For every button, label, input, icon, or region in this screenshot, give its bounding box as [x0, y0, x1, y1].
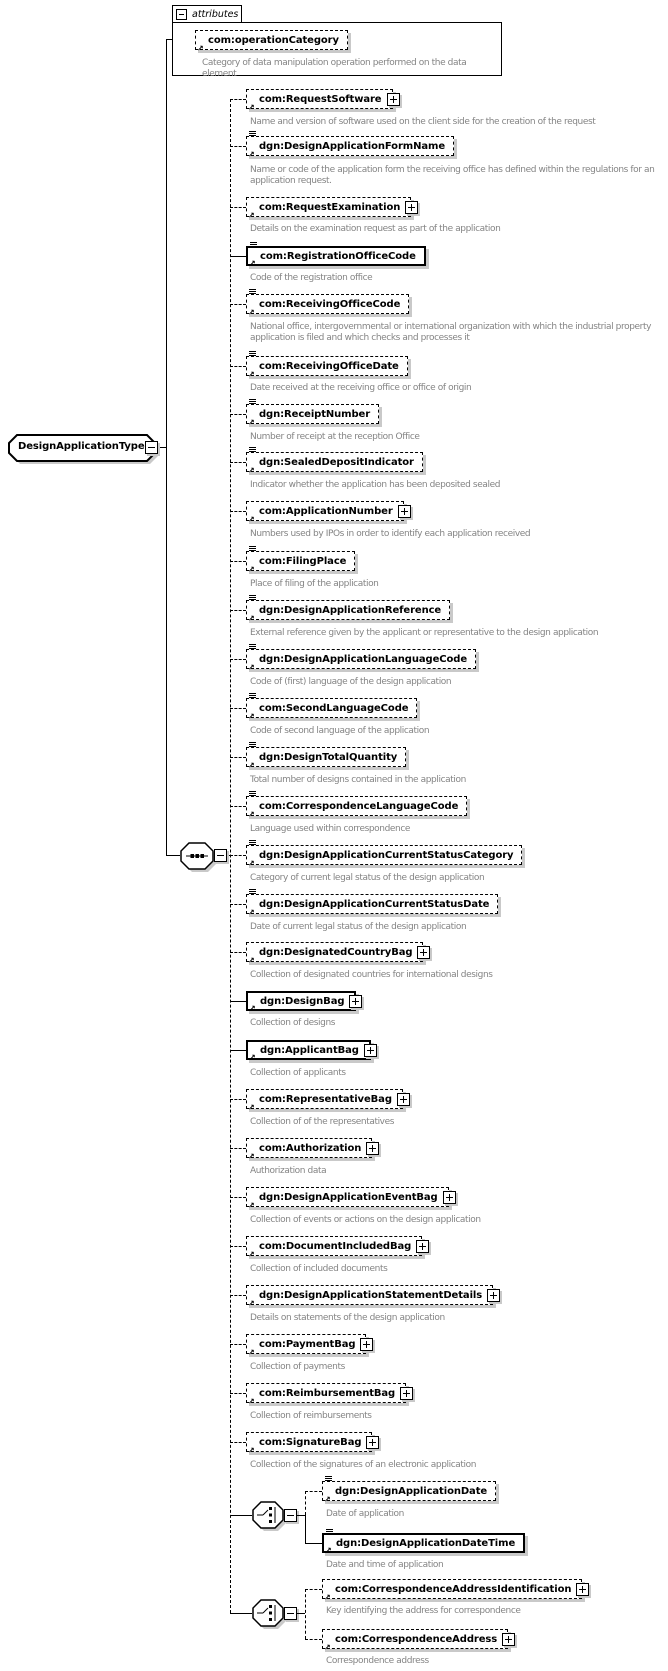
- text-content-icon: [249, 546, 256, 551]
- element-dgn-SealedDepositIndicator[interactable]: [246, 452, 423, 475]
- text-content-icon: [249, 889, 256, 894]
- element-reference-arrow-icon: ↗: [248, 1299, 255, 1308]
- element-reference-arrow-icon: ↗: [248, 1348, 255, 1357]
- connector: [230, 511, 246, 513]
- attributes-title: attributes: [192, 8, 239, 20]
- element-dgn-DesignBag[interactable]: [246, 991, 356, 1011]
- element-reference-arrow-icon: ↗: [249, 259, 256, 268]
- element-description: Number of receipt at the reception Office: [250, 432, 420, 442]
- element-label: com:CorrespondenceAddressIdentification: [335, 1583, 572, 1595]
- element-label: com:SignatureBag: [259, 1436, 362, 1448]
- text-content-icon: [249, 742, 256, 747]
- element-reference-arrow-icon: ↗: [248, 614, 255, 623]
- element-label: dgn:DesignApplicationEventBag: [259, 1191, 438, 1203]
- element-reference-arrow-icon: ↗: [248, 761, 255, 770]
- element-description: Collection of designs: [250, 1018, 336, 1028]
- element-reference-arrow-icon: ↗: [248, 908, 255, 917]
- element-dgn-ReceiptNumber[interactable]: [246, 404, 379, 427]
- collapse-button[interactable]: [176, 9, 187, 20]
- connector: [230, 610, 246, 612]
- connector-line: [297, 1613, 305, 1614]
- collapse-button[interactable]: [214, 849, 227, 862]
- element-description: Category of current legal status of the design application: [250, 873, 485, 883]
- element-description: Total number of designs contained in the application: [250, 775, 466, 785]
- element-description: Collection of the signatures of an electronic application: [250, 1460, 477, 1470]
- connector: [230, 806, 246, 808]
- element-dgn-DesignApplicationCurrentStatusCategory[interactable]: [246, 845, 522, 868]
- element-description: Code of the registration office: [250, 273, 373, 283]
- element-dgn-DesignApplicationStatementDetails[interactable]: [246, 1285, 493, 1308]
- connector: [305, 1589, 322, 1591]
- element-description: Collection of reimbursements: [250, 1411, 372, 1421]
- attribute-com-operationCategory[interactable]: [195, 30, 348, 53]
- element-label: dgn:DesignBag: [260, 995, 345, 1007]
- element-dgn-DesignatedCountryBag[interactable]: [246, 942, 423, 965]
- expand-button[interactable]: [366, 1142, 379, 1155]
- expand-button[interactable]: [417, 946, 430, 959]
- text-content-icon: [249, 399, 256, 404]
- element-com-CorrespondenceAddress[interactable]: [322, 1629, 508, 1652]
- element-description: Collection of events or actions on the design application: [250, 1215, 481, 1225]
- element-dgn-DesignTotalQuantity[interactable]: [246, 747, 406, 770]
- element-label: com:RepresentativeBag: [259, 1093, 392, 1105]
- element-description: Collection of of the representatives: [250, 1117, 395, 1127]
- element-com-DocumentIncludedBag[interactable]: [246, 1236, 422, 1259]
- expand-button[interactable]: [364, 1044, 377, 1057]
- element-label: com:ApplicationNumber: [259, 505, 393, 517]
- element-description: Date received at the receiving office or office of origin: [250, 383, 472, 393]
- element-reference-arrow-icon: ↗: [325, 1546, 332, 1555]
- element-reference-arrow-icon: ↗: [248, 565, 255, 574]
- connector: [230, 207, 246, 209]
- element-com-RequestExamination[interactable]: [246, 197, 411, 220]
- element-com-RepresentativeBag[interactable]: [246, 1089, 403, 1112]
- text-content-icon: [249, 693, 256, 698]
- connector: [230, 1295, 246, 1297]
- connector: [230, 1515, 252, 1517]
- text-content-icon: [326, 1529, 333, 1534]
- attribute-reference-arrow-icon: ↗: [197, 44, 204, 53]
- element-label: com:ReceivingOfficeDate: [259, 360, 399, 372]
- expand-button[interactable]: [349, 995, 362, 1008]
- element-label: dgn:ReceiptNumber: [259, 408, 371, 420]
- element-label: dgn:DesignApplicationCurrentStatusDate: [259, 898, 490, 910]
- element-dgn-DesignApplicationCurrentStatusDate[interactable]: [246, 894, 498, 917]
- element-label: dgn:DesignApplicationStatementDetails: [259, 1289, 483, 1301]
- element-reference-arrow-icon: ↗: [324, 1643, 331, 1652]
- attribute-label: com:operationCategory: [208, 34, 339, 46]
- connector: [230, 1393, 246, 1395]
- connector: [230, 1344, 246, 1346]
- expand-button[interactable]: [366, 1436, 379, 1449]
- element-label: com:FilingPlace: [259, 555, 347, 567]
- element-label: dgn:ApplicantBag: [260, 1044, 359, 1056]
- element-reference-arrow-icon: ↗: [248, 418, 255, 427]
- text-content-icon: [249, 289, 256, 294]
- text-content-icon: [249, 351, 256, 356]
- connector: [230, 414, 246, 416]
- element-label: dgn:DesignatedCountryBag: [259, 946, 413, 958]
- text-content-icon: [250, 242, 257, 247]
- element-reference-arrow-icon: ↗: [248, 308, 255, 317]
- element-description: External reference given by the applicant or representative to the design application: [250, 628, 599, 638]
- connector: [230, 99, 246, 101]
- collapse-button[interactable]: [284, 1607, 297, 1620]
- element-description: Authorization data: [250, 1166, 327, 1176]
- element-reference-arrow-icon: ↗: [248, 712, 255, 721]
- connector: [230, 561, 246, 563]
- element-reference-arrow-icon: ↗: [324, 1593, 331, 1602]
- element-label: com:RequestExamination: [259, 201, 401, 213]
- element-reference-arrow-icon: ↗: [248, 810, 255, 819]
- expand-button[interactable]: [387, 93, 400, 106]
- element-label: dgn:DesignApplicationReference: [259, 604, 442, 616]
- expand-button[interactable]: [397, 1093, 410, 1106]
- text-content-icon: [249, 791, 256, 796]
- connector: [230, 1001, 246, 1003]
- expand-button[interactable]: [360, 1338, 373, 1351]
- text-content-icon: [249, 644, 256, 649]
- element-description: Numbers used by IPOs in order to identify each application received: [250, 529, 531, 539]
- element-label: dgn:DesignApplicationFormName: [259, 140, 446, 152]
- element-label: com:DocumentIncludedBag: [259, 1240, 412, 1252]
- element-description: Collection of payments: [250, 1362, 345, 1372]
- expand-button[interactable]: [400, 1387, 413, 1400]
- element-com-SecondLanguageCode[interactable]: [246, 698, 417, 721]
- element-dgn-DesignApplicationEventBag[interactable]: [246, 1187, 449, 1210]
- element-reference-arrow-icon: ↗: [248, 370, 255, 379]
- element-description: Language used within correspondence: [250, 824, 411, 834]
- element-reference-arrow-icon: ↗: [248, 466, 255, 475]
- element-label: com:PaymentBag: [259, 1338, 356, 1350]
- element-description: Indicator whether the application has been deposited sealed: [250, 480, 501, 490]
- text-content-icon: [249, 595, 256, 600]
- element-reference-arrow-icon: ↗: [249, 1004, 256, 1013]
- element-description: Name and version of software used on the client side for the creation of the request: [250, 117, 596, 127]
- expand-button[interactable]: [502, 1633, 515, 1646]
- collapse-button[interactable]: [284, 1509, 297, 1522]
- attribute-description: Category of data manipulation operation performed on the data element: [202, 58, 467, 79]
- collapse-button[interactable]: [145, 441, 158, 454]
- element-com-Authorization[interactable]: [246, 1138, 372, 1161]
- element-com-ApplicationNumber[interactable]: [246, 501, 404, 524]
- element-description: Correspondence address: [326, 1656, 429, 1666]
- connector: [230, 304, 246, 306]
- connector: [230, 1442, 246, 1444]
- element-dgn-DesignApplicationDateTime[interactable]: [322, 1533, 525, 1553]
- element-com-ReceivingOfficeCode[interactable]: [246, 294, 409, 317]
- connector: [230, 146, 246, 148]
- element-description: National office, intergovernmental or international organization with which the industrial property application is filed and which checks and processes it: [250, 322, 652, 343]
- connector-line: [305, 1491, 306, 1515]
- connector-line: [305, 1589, 306, 1639]
- connector: [230, 952, 246, 954]
- connector-line: [166, 855, 180, 856]
- element-label: com:RequestSoftware: [259, 93, 382, 105]
- element-description: Date and time of application: [326, 1560, 444, 1570]
- element-com-ReceivingOfficeDate[interactable]: [246, 356, 408, 379]
- expand-button[interactable]: [398, 505, 411, 518]
- connector: [230, 1099, 246, 1101]
- expand-button[interactable]: [405, 201, 418, 214]
- text-content-icon: [249, 447, 256, 452]
- expand-button[interactable]: [487, 1289, 500, 1302]
- element-reference-arrow-icon: ↗: [248, 103, 255, 112]
- connector: [230, 1613, 252, 1615]
- element-reference-arrow-icon: ↗: [248, 1103, 255, 1112]
- connector: [305, 1491, 322, 1493]
- element-description: Collection of applicants: [250, 1068, 346, 1078]
- connector: [230, 904, 246, 906]
- element-description: Details on the examination request as part of the application: [250, 224, 501, 234]
- attributes-tab[interactable]: [172, 5, 242, 23]
- element-description: Code of (first) language of the design application: [250, 677, 452, 687]
- sequence-icon[interactable]: [179, 841, 219, 875]
- element-label: dgn:DesignApplicationDate: [335, 1485, 488, 1497]
- element-description: Date of application: [326, 1509, 404, 1519]
- element-reference-arrow-icon: ↗: [248, 1446, 255, 1455]
- element-description: Details on statements of the design application: [250, 1313, 445, 1323]
- element-description: Date of current legal status of the design application: [250, 922, 467, 932]
- connector: [230, 1148, 246, 1150]
- element-label: com:ReimbursementBag: [259, 1387, 396, 1399]
- expand-button[interactable]: [576, 1583, 589, 1596]
- connector-line: [305, 1515, 306, 1543]
- element-label: dgn:DesignApplicationDateTime: [336, 1537, 516, 1549]
- element-reference-arrow-icon: ↗: [248, 150, 255, 159]
- element-dgn-ApplicantBag[interactable]: [246, 1040, 371, 1060]
- element-description: Name or code of the application form the receiving office has defined within the regulations for an application request.: [250, 165, 655, 186]
- connector: [230, 366, 246, 368]
- connector: [305, 1639, 322, 1641]
- element-label: com:RegistrationOfficeCode: [260, 250, 416, 262]
- element-com-CorrespondenceAddressIdentification[interactable]: [322, 1579, 582, 1602]
- element-com-PaymentBag[interactable]: [246, 1334, 366, 1357]
- connector: [230, 462, 246, 464]
- expand-button[interactable]: [443, 1191, 456, 1204]
- element-reference-arrow-icon: ↗: [248, 515, 255, 524]
- element-description: Collection of included documents: [250, 1264, 388, 1274]
- element-com-RequestSoftware[interactable]: [246, 89, 393, 112]
- element-reference-arrow-icon: ↗: [249, 1053, 256, 1062]
- connector: [230, 1246, 246, 1248]
- element-label: com:ReceivingOfficeCode: [259, 298, 401, 310]
- element-label: dgn:SealedDepositIndicator: [259, 456, 414, 468]
- element-com-FilingPlace[interactable]: [246, 551, 355, 574]
- expand-button[interactable]: [416, 1240, 429, 1253]
- element-description: Key identifying the address for correspondence: [326, 1606, 521, 1616]
- element-label: com:SecondLanguageCode: [259, 702, 409, 714]
- element-label: dgn:DesignTotalQuantity: [259, 751, 398, 763]
- element-com-ReimbursementBag[interactable]: [246, 1383, 406, 1406]
- element-dgn-DesignApplicationLanguageCode[interactable]: [246, 649, 476, 672]
- element-description: Code of second language of the application: [250, 726, 430, 736]
- element-reference-arrow-icon: ↗: [248, 1397, 255, 1406]
- element-description: Collection of designated countries for international designs: [250, 970, 493, 980]
- element-description: Place of filing of the application: [250, 579, 379, 589]
- element-reference-arrow-icon: ↗: [248, 859, 255, 868]
- connector: [230, 708, 246, 710]
- element-label: com:CorrespondenceAddress: [335, 1633, 498, 1645]
- element-reference-arrow-icon: ↗: [248, 211, 255, 220]
- element-label: dgn:DesignApplicationLanguageCode: [259, 653, 468, 665]
- element-dgn-DesignApplicationReference[interactable]: [246, 600, 450, 623]
- element-label: com:CorrespondenceLanguageCode: [259, 800, 459, 812]
- element-reference-arrow-icon: ↗: [248, 663, 255, 672]
- element-reference-arrow-icon: ↗: [248, 956, 255, 965]
- text-content-icon: [249, 131, 256, 136]
- element-dgn-DesignApplicationFormName[interactable]: [246, 136, 454, 159]
- connector: [230, 256, 246, 258]
- element-reference-arrow-icon: ↗: [248, 1152, 255, 1161]
- element-com-SignatureBag[interactable]: [246, 1432, 372, 1455]
- element-com-CorrespondenceLanguageCode[interactable]: [246, 796, 467, 819]
- connector: [230, 757, 246, 759]
- connector: [230, 659, 246, 661]
- element-reference-arrow-icon: ↗: [248, 1250, 255, 1259]
- element-reference-arrow-icon: ↗: [324, 1495, 331, 1504]
- connector: [230, 1197, 246, 1199]
- element-label: dgn:DesignApplicationCurrentStatusCategory: [259, 849, 514, 861]
- root-type-label: DesignApplicationType: [18, 441, 145, 452]
- text-content-icon: [325, 1476, 332, 1481]
- element-reference-arrow-icon: ↗: [248, 1201, 255, 1210]
- connector-line: [297, 1515, 305, 1516]
- element-com-RegistrationOfficeCode[interactable]: [246, 246, 426, 266]
- connector: [230, 1050, 246, 1052]
- element-label: com:Authorization: [259, 1142, 362, 1154]
- connector: [305, 1543, 322, 1545]
- text-content-icon: [249, 840, 256, 845]
- connector: [230, 855, 246, 857]
- element-dgn-DesignApplicationDate[interactable]: [322, 1481, 496, 1504]
